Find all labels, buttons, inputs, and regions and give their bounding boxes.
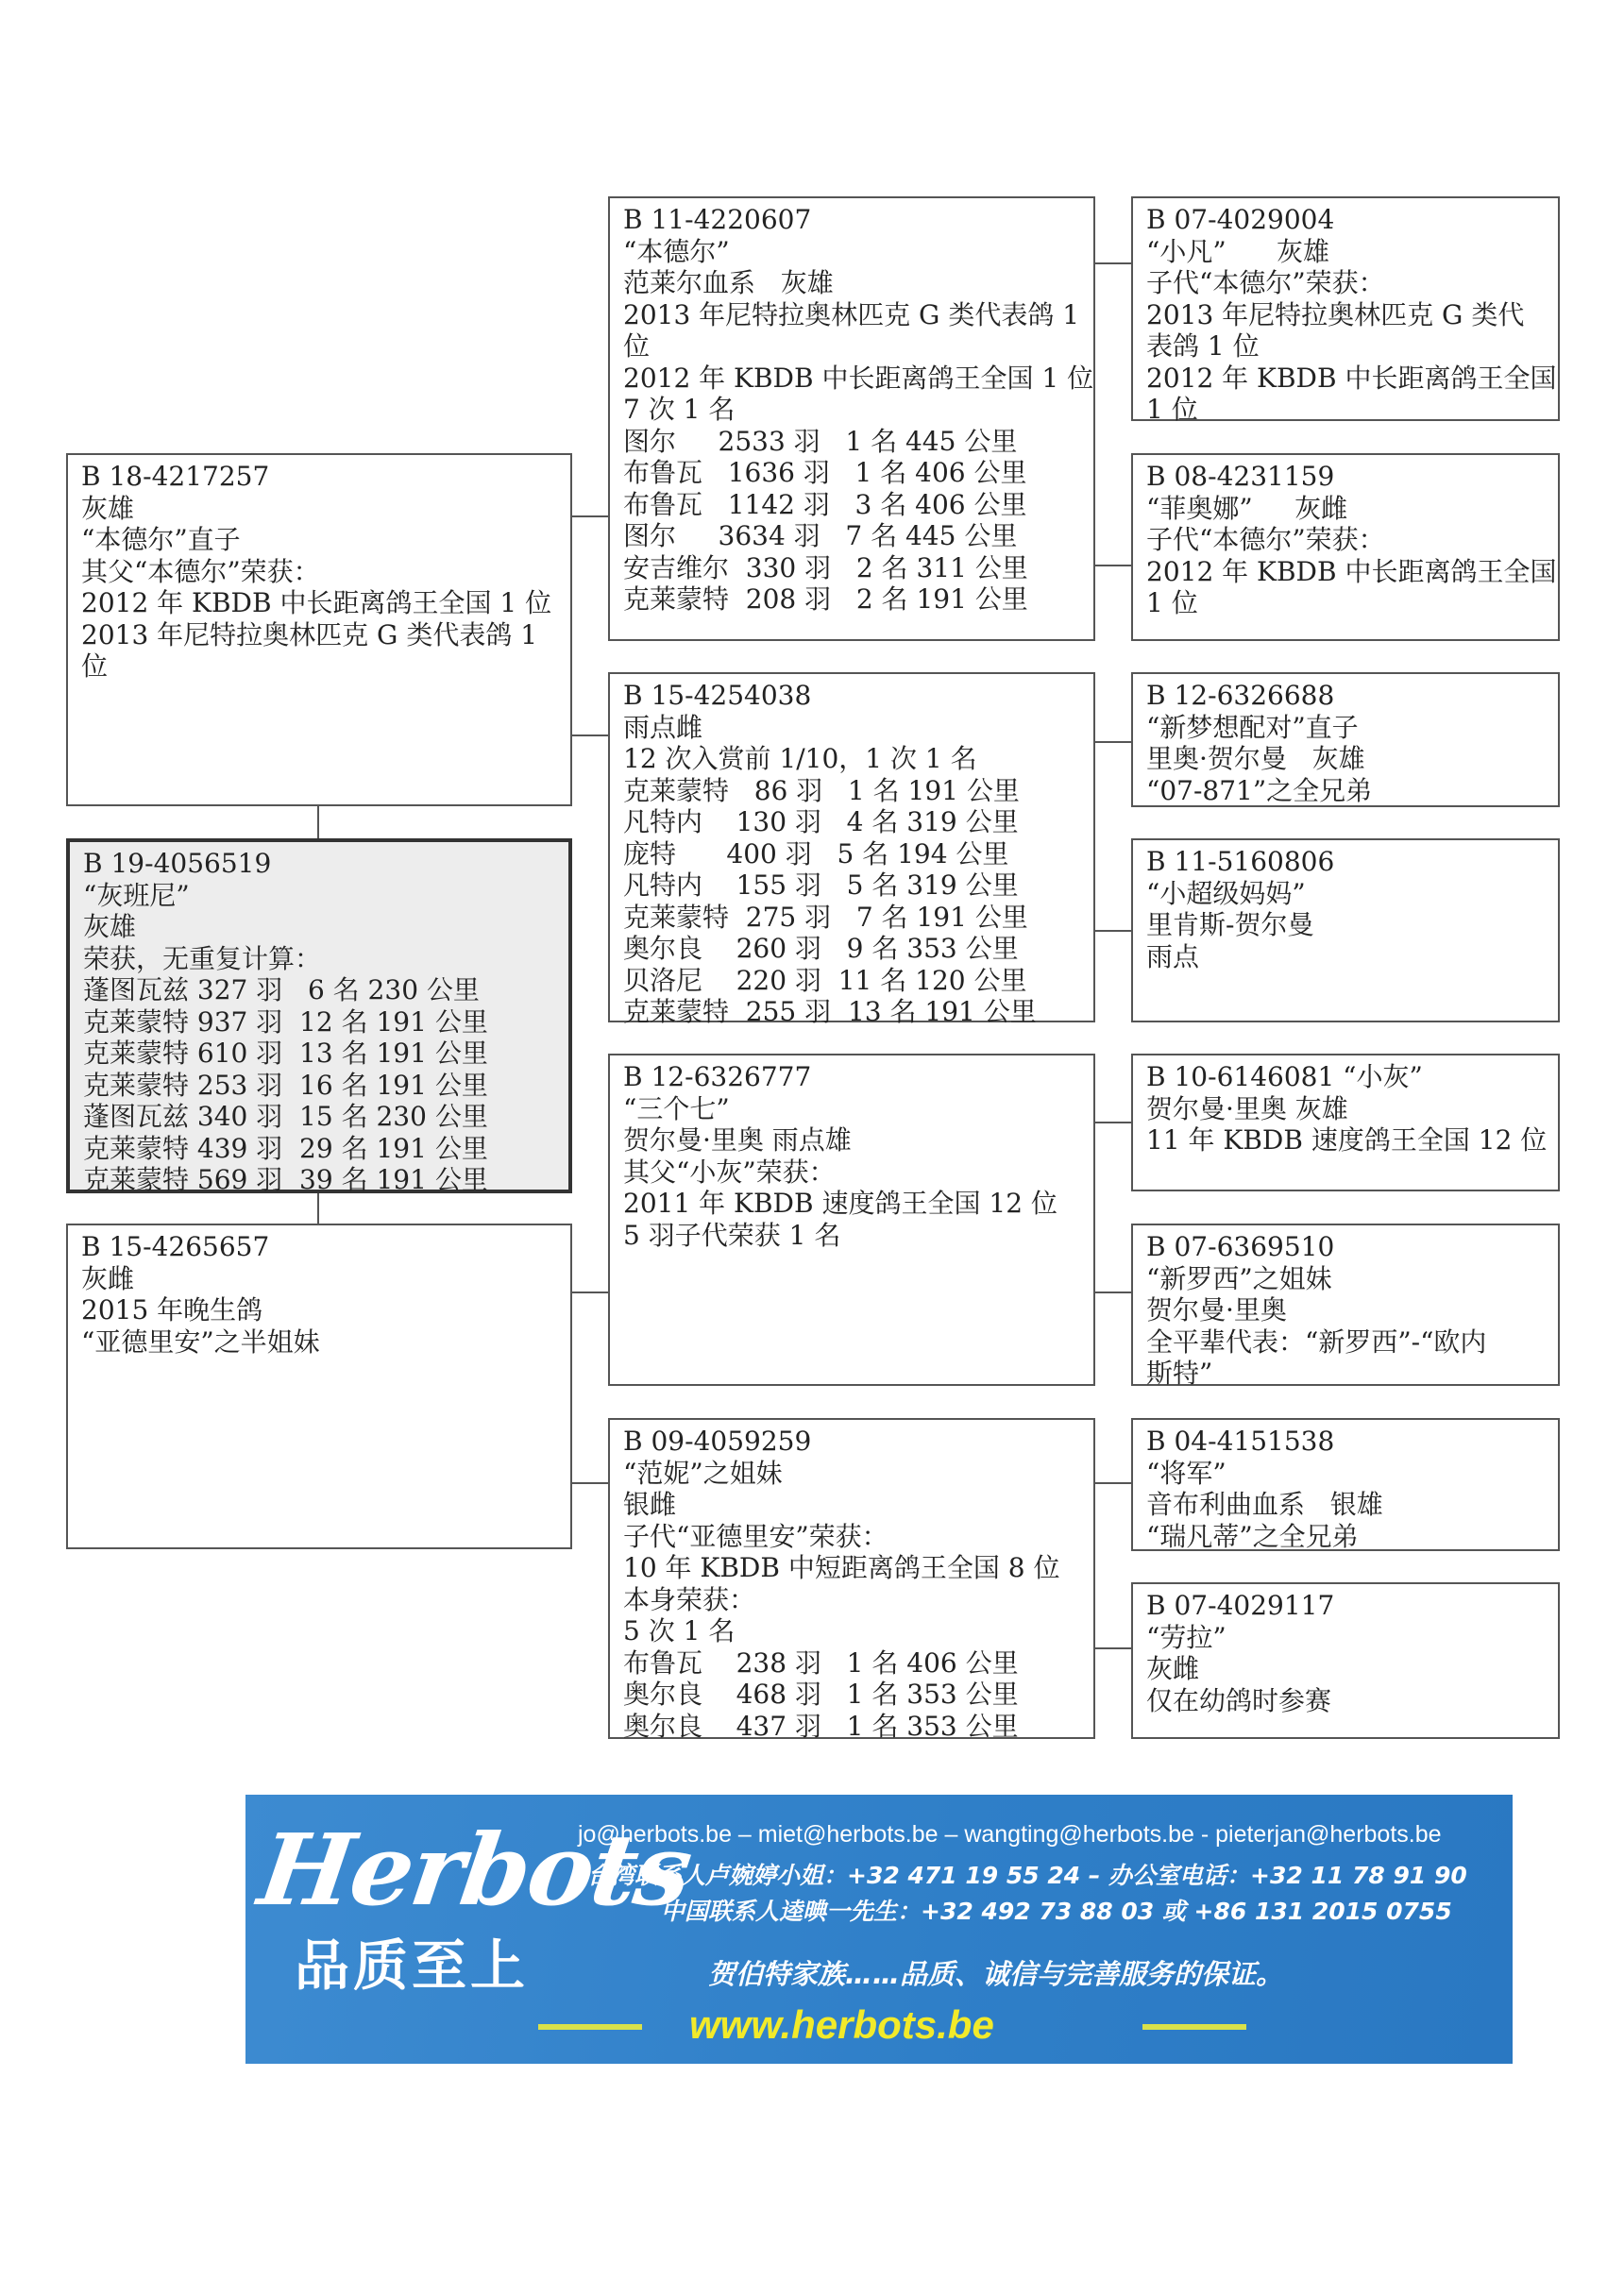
connector [1093,1292,1131,1293]
banner-taiwan-contact: 台湾联系人卢婉婷小姐：+32 471 19 55 24 – 办公室电话：+32 11 78 91 90 [587,1862,1467,1889]
connector [570,515,610,517]
subject-pigeon-card [66,838,572,1193]
card-text: B 12-6326777 “三个七” 贺尔曼·里奥 雨点雄 其父“小灰”荣获： 2011 年 KBDB 速度鸽王全国 12 位 5 羽子代荣获 1 名 [623,1061,1057,1251]
banner-china-contact: 中国联系人逵晪一先生：+32 492 73 88 03 或 +86 131 2015 0755 [661,1898,1452,1925]
decorative-line-left [538,2024,642,2030]
ggp-card-sdd [1131,838,1560,1022]
connector [1093,1482,1131,1484]
connector [1093,741,1131,743]
ggp-card-sds [1131,672,1560,807]
connector [1093,1122,1131,1123]
dam-sire-card [608,1054,1095,1386]
connector [1093,1647,1131,1649]
sire-card [66,453,572,806]
connector [317,804,319,838]
banner-emails: jo@herbots.be – miet@herbots.be – wangting@herbots.be - pieterjan@herbots.be [578,1821,1442,1848]
banner-slogan: 品质至上 [295,1933,530,1998]
card-text: B 09-4059259 “范妮”之姐妹 银雌 子代“亚德里安”荣获： 10 年 KBDB 中短距离鸽王全国 8 位 本身荣获： 5 次 1 名 布鲁瓦 238 羽 1 名 406 公里 奥尔良 468 羽 1 名 353 公里 奥尔良 437 羽 1 名 353 公里 [623,1426,1060,1742]
herbots-logo: Herbots [252,1812,698,1928]
card-text: B 07-4029004 “小凡” 灰雄 子代“本德尔”荣获： 2013 年尼特拉奥林匹克 G 类代 表鸽 1 位 2012 年 KBDB 中长距离鸽王全国 1 位 [1146,204,1557,425]
ggp-card-ssd [1131,453,1560,641]
card-text: B 11-5160806 “小超级妈妈” 里肯斯-贺尔曼 雨点 [1146,846,1335,972]
sire-dam-card [608,672,1095,1027]
connector [570,1482,610,1484]
card-text: B 12-6326688 “新梦想配对”直子 里奥·贺尔曼 灰雄 “07-871”之全兄弟 [1146,680,1373,806]
ggp-card-ddd [1131,1582,1560,1739]
ggp-card-dsd [1131,1224,1560,1389]
decorative-line-right [1142,2024,1246,2030]
connector [570,734,610,736]
card-text: B 15-4265657 灰雌 2015 年晚生鸽 “亚德里安”之半姐妹 [81,1231,320,1358]
sire-sire-card [608,196,1095,641]
connector [1093,262,1131,264]
card-text: B 19-4056519 “灰班尼” 灰雄 荣获，无重复计算： 蓬图瓦兹 327 羽 6 名 230 公里 克莱蒙特 937 羽 12 名 191 公里 克莱蒙特 610 羽 13 名 191 公里 克莱蒙特 253 羽 16 名 191 公里 蓬图瓦兹 340 羽 15 名 230 公里 克莱蒙特 439 羽 29 名 191 公里 克莱蒙特 569 羽 39 名 191 公里 [83,848,488,1195]
ggp-card-dds [1131,1418,1560,1551]
connector [1093,930,1131,932]
card-text: B 07-6369510 “新罗西”之姐妹 贺尔曼·里奥 全平辈代表：“新罗西”-“欧内 斯特” [1146,1231,1487,1389]
card-text: B 04-4151538 “将军” 音布利曲血系 银雄 “瑞凡蒂”之全兄弟 [1146,1426,1383,1552]
card-text: B 11-4220607 “本德尔” 范莱尔血系 灰雄 2013 年尼特拉奥林匹克 G 类代表鸽 1 位 2012 年 KBDB 中长距离鸽王全国 1 位 7 次 1 名 图尔 2533 羽 1 名 445 公里 布鲁瓦 1636 羽 1 名 406 公里 布鲁瓦 1142 羽 3 名 406 公里 图尔 3634 羽 7 名 445 公里 安吉维尔 330 羽 2 名 311 公里 克莱蒙特 208 羽 2 名 191 公里 [623,204,1094,615]
dam-card [66,1224,572,1549]
connector [570,1292,610,1293]
card-text: B 15-4254038 雨点雌 12 次入赏前 1/10，1 次 1 名 克莱蒙特 86 羽 1 名 191 公里 凡特内 130 羽 4 名 319 公里 庞特 400 羽 5 名 194 公里 凡特内 155 羽 5 名 319 公里 克莱蒙特 275 羽 7 名 191 公里 奥尔良 260 羽 9 名 353 公里 贝洛尼 220 羽 11 名 120 公里 克莱蒙特 255 羽 13 名 191 公里 [623,680,1037,1027]
connector [1093,565,1131,566]
card-text: B 08-4231159 “菲奥娜” 灰雌 子代“本德尔”荣获： 2012 年 KBDB 中长距离鸽王全国 1 位 [1146,461,1557,618]
website-link[interactable]: www.herbots.be [689,2002,994,2047]
dam-dam-card [608,1418,1095,1742]
herbots-banner [245,1795,1513,2064]
card-text: B 18-4217257 灰雄 “本德尔”直子 其父“本德尔”荣获： 2012 年 KBDB 中长距离鸽王全国 1 位 2013 年尼特拉奥林匹克 G 类代表鸽 1 位 [81,461,552,682]
card-text: B 10-6146081 “小灰” 贺尔曼·里奥 灰雄 11 年 KBDB 速度鸽王全国 12 位 [1146,1061,1548,1156]
card-text: B 07-4029117 “劳拉” 灰雌 仅在幼鸽时参赛 [1146,1590,1335,1716]
ggp-card-sss [1131,196,1560,425]
banner-tagline: 贺伯特家族……品质、诚信与完善服务的保证。 [708,1958,1284,1990]
ggp-card-dss [1131,1054,1560,1191]
